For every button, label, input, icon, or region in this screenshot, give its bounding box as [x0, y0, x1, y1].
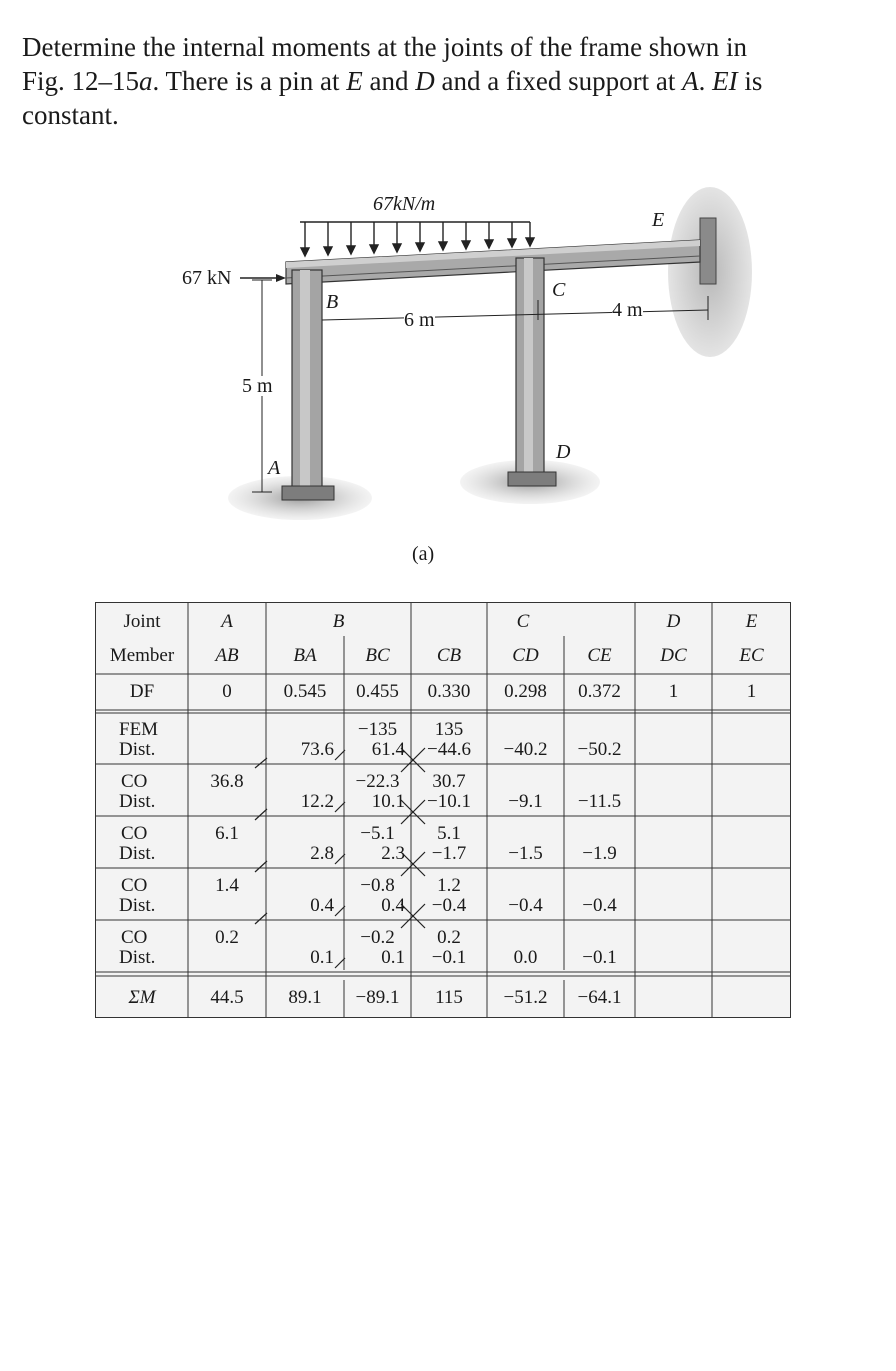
row-label-dist-2: Dist.: [119, 791, 156, 812]
dist3-CE: −1.9: [582, 843, 617, 864]
header-member: Member: [109, 645, 175, 666]
dist2-BA: 12.2: [300, 791, 334, 812]
dist4-CD: −0.4: [508, 895, 543, 916]
row-label-co-3: CO: [121, 875, 148, 896]
sum-label: ΣM: [128, 987, 156, 1008]
member-EC: EC: [739, 645, 764, 666]
member-AB: AB: [215, 645, 239, 666]
member-BA: BA: [293, 645, 317, 666]
df-EC: 1: [746, 681, 757, 702]
header-joint-C: C: [516, 611, 530, 632]
co2-CB: 5.1: [437, 823, 461, 844]
df-DC: 1: [668, 681, 679, 702]
row-label-dist-5: Dist.: [119, 947, 156, 968]
dist4-CB: −0.4: [431, 895, 467, 916]
sum-CB: 115: [435, 987, 463, 1008]
sum-CD: −51.2: [503, 987, 548, 1008]
row-label-co-2: CO: [121, 823, 148, 844]
header-joint-D: D: [666, 611, 681, 632]
header-joint: Joint: [123, 611, 161, 632]
df-label: DF: [129, 681, 155, 702]
dist4-BA: 0.4: [310, 895, 334, 916]
member-CD: CD: [512, 645, 539, 666]
row-label-co-1: CO: [121, 771, 148, 792]
co2-AB: 6.1: [215, 823, 239, 844]
member-DC: DC: [660, 645, 687, 666]
co3-BC: −0.8: [360, 875, 395, 896]
fem-CB: 135: [434, 719, 464, 740]
header-joint-A: A: [221, 611, 233, 632]
dist1-BC: 61.4: [371, 739, 405, 760]
dist1-CB: −44.6: [427, 739, 471, 760]
label-A: A: [268, 457, 281, 479]
force-label: 67 kN: [182, 267, 232, 289]
co3-CB: 1.2: [437, 875, 461, 896]
row-label-fem: FEM: [119, 719, 159, 740]
label-B: B: [326, 291, 339, 313]
co4-CB: 0.2: [437, 927, 461, 948]
dist5-BA: 0.1: [310, 947, 334, 968]
dist2-CB: −10.1: [427, 791, 471, 812]
dist3-CB: −1.7: [431, 843, 467, 864]
dist2-CD: −9.1: [508, 791, 543, 812]
row-label-dist-1: Dist.: [119, 739, 156, 760]
df-BA: 0.545: [283, 681, 327, 702]
dist2-BC: 10.1: [371, 791, 405, 812]
problem-line-2: Fig. 12–15a. There is a pin at E and D and a fixed support at A. EI is: [22, 66, 763, 96]
dist3-CD: −1.5: [508, 843, 543, 864]
dist1-BA: 73.6: [300, 739, 334, 760]
co4-BC: −0.2: [360, 927, 395, 948]
dist5-CD: 0.0: [513, 947, 538, 968]
df-CD: 0.298: [504, 681, 547, 702]
dist1-CE: −50.2: [577, 739, 622, 760]
frame-figure: [0, 0, 896, 600]
df-CB: 0.330: [427, 681, 471, 702]
dim-6m: 6 m: [404, 309, 435, 331]
wall-plate: [700, 218, 716, 284]
sum-AB: 44.5: [210, 987, 244, 1008]
dist1-CD: −40.2: [503, 739, 548, 760]
row-label-co-4: CO: [121, 927, 148, 948]
co2-BC: −5.1: [360, 823, 395, 844]
header-joint-E: E: [745, 611, 758, 632]
dist3-BA: 2.8: [310, 843, 334, 864]
label-D: D: [556, 441, 571, 463]
dist3-BC: 2.3: [381, 843, 405, 864]
dim-line-span: [322, 310, 708, 320]
df-BC: 0.455: [356, 681, 399, 702]
row-label-dist-3: Dist.: [119, 843, 156, 864]
moment-distribution-table: [95, 602, 791, 1018]
sum-BC: −89.1: [355, 987, 400, 1008]
co3-AB: 1.4: [215, 875, 239, 896]
df-AB: 0: [222, 681, 232, 702]
dist4-CE: −0.4: [582, 895, 617, 916]
dist5-CB: −0.1: [431, 947, 467, 968]
problem-line-3: constant.: [22, 100, 119, 130]
dist5-CE: −0.1: [582, 947, 617, 968]
dim-4m: 4 m: [612, 299, 643, 321]
member-CE: CE: [587, 645, 612, 666]
row-label-dist-4: Dist.: [119, 895, 156, 916]
member-BC: BC: [365, 645, 390, 666]
member-CB: CB: [436, 645, 462, 666]
label-E: E: [652, 209, 665, 231]
load-label: 67kN/m: [373, 193, 436, 215]
co1-AB: 36.8: [210, 771, 244, 792]
dist4-BC: 0.4: [381, 895, 405, 916]
co1-BC: −22.3: [355, 771, 400, 792]
label-C: C: [552, 279, 566, 301]
frame-drawing: [0, 0, 896, 600]
dist2-CE: −11.5: [577, 791, 622, 812]
problem-line-1: Determine the internal moments at the joints of the frame shown in: [22, 32, 748, 62]
co1-CB: 30.7: [432, 771, 466, 792]
sum-BA: 89.1: [288, 987, 322, 1008]
figure-caption: (a): [412, 543, 435, 565]
co4-AB: 0.2: [215, 927, 239, 948]
fem-BC: −135: [357, 719, 398, 740]
dist5-BC: 0.1: [381, 947, 405, 968]
header-joint-B: B: [332, 611, 345, 632]
sum-CE: −64.1: [577, 987, 622, 1008]
dim-5m: 5 m: [242, 375, 273, 397]
df-CE: 0.372: [578, 681, 621, 702]
